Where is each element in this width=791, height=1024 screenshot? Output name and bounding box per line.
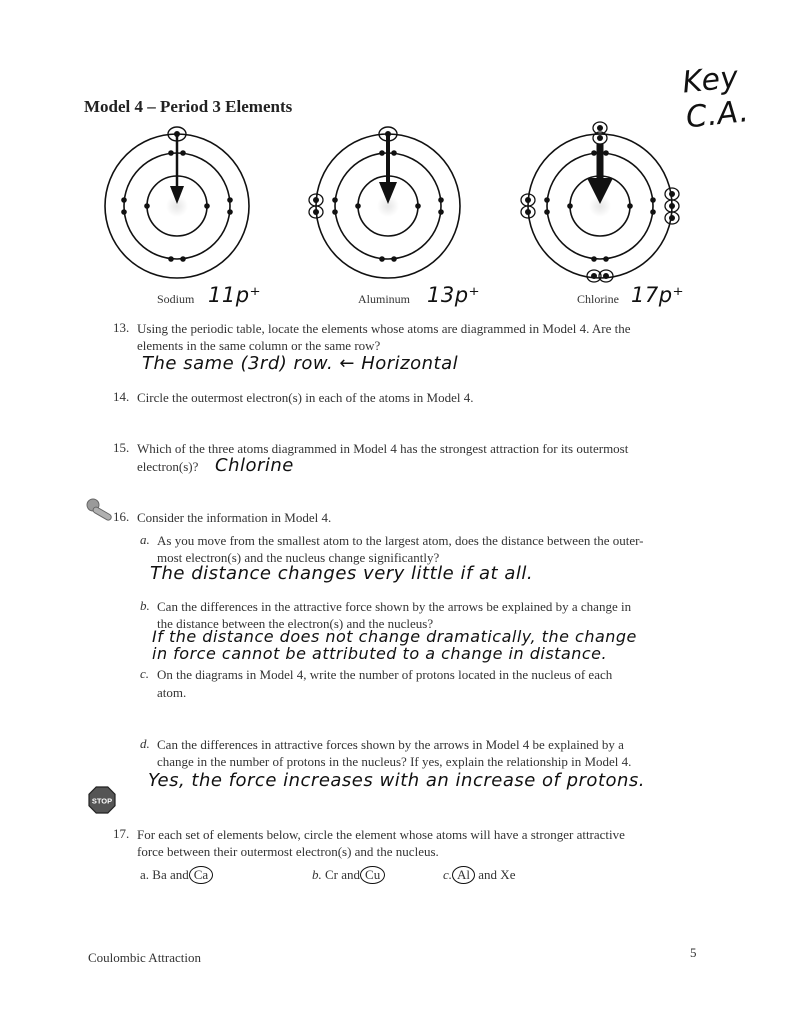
proton-note-sodium: 11p⁺ [208,283,262,307]
q13-number: 13. [113,320,130,335]
q15-number: 15. [113,440,130,455]
stop-sign-icon [88,786,116,814]
q15-line2: electron(s)? [137,459,199,474]
q17-line2: force between their outermost electron(s) and the nucleus. [137,844,439,859]
q14-number: 14. [113,389,130,404]
q16b-answer-line1: If the distance does not change dramatically, the change [152,627,637,646]
q16a-answer: The distance changes very little if at all. [150,563,534,584]
q16d-letter: d. [140,736,150,751]
q17a-letter: a. [140,867,150,882]
aluminum-atom [309,127,460,278]
key-annotation: Key C.A. [680,59,751,136]
chlorine-atom [521,122,679,282]
atom-label-sodium: Sodium [157,292,195,306]
proton-note-chlorine: 17p⁺ [631,283,685,307]
footer-title: Coulombic Attraction [88,950,202,965]
q17c-circled: Al [452,866,475,884]
q16d-line1: Can the differences in attractive forces shown by the arrows in Model 4 be explained by a [157,737,624,752]
q17-choice-a [140,866,213,884]
q13-line1: Using the periodic table, locate the elements whose atoms are diagrammed in Model 4. Are the [137,321,631,336]
q16-text: Consider the information in Model 4. [137,510,332,525]
q16a-line1: As you move from the smallest atom to the largest atom, does the distance between the outer- [157,533,644,548]
q14-text: Circle the outermost electron(s) in each of the atoms in Model 4. [137,390,474,405]
q17-number: 17. [113,826,130,841]
proton-note-aluminum: 13p⁺ [427,283,481,307]
q16b-line2: the distance between the electron(s) and the nucleus? [157,616,434,631]
model-title: Model 4 – Period 3 Elements [84,97,293,116]
q13-line2: elements in the same column or the same row? [137,338,381,353]
q17a-circled: Ca [189,866,213,884]
q16d-line2: change in the number of protons in the nucleus? If yes, explain the relationship in Model 4. [157,754,632,769]
q16a-line2: most electron(s) and the nucleus change significantly? [157,550,440,565]
q15-line1: Which of the three atoms diagrammed in Model 4 has the strongest attraction for its outermost [137,441,629,456]
q13-answer: The same (3rd) row. ← Horizontal [142,353,459,374]
q17-line1: For each set of elements below, circle the element whose atoms will have a stronger attractive [137,827,625,842]
q16a-letter: a. [140,532,150,547]
atom-label-chlorine: Chlorine [577,292,619,306]
atom-label-aluminum: Aluminum [358,292,411,306]
q17a-first: Ba and [152,867,189,882]
q17b-circled: Cu [360,866,385,884]
q16b-answer-line2: in force cannot be attributed to a change in distance. [152,644,608,663]
q16d-answer: Yes, the force increases with an increase of protons. [148,770,646,791]
page-number: 5 [690,945,697,960]
q16b-line1: Can the differences in the attractive force shown by the arrows be explained by a change in [157,599,632,614]
q17-choice-b [312,866,385,884]
q17-choice-c [443,866,515,884]
q15-answer: Chlorine [215,455,294,476]
stop-label: STOP [91,796,113,806]
q17b-first: Cr and [325,867,361,882]
q16-number: 16. [113,509,130,524]
atom-diagrams [0,120,791,300]
q16c-line2: atom. [157,685,187,700]
sodium-atom [105,127,249,278]
q16c-line1: On the diagrams in Model 4, write the number of protons located in the nucleus of each [157,667,613,682]
q17c-rest: and Xe [478,867,516,882]
q16b-letter: b. [140,598,150,613]
q16c-letter: c. [140,666,150,681]
q17b-letter: b. [312,867,322,882]
q17c-letter: c. [443,867,453,882]
